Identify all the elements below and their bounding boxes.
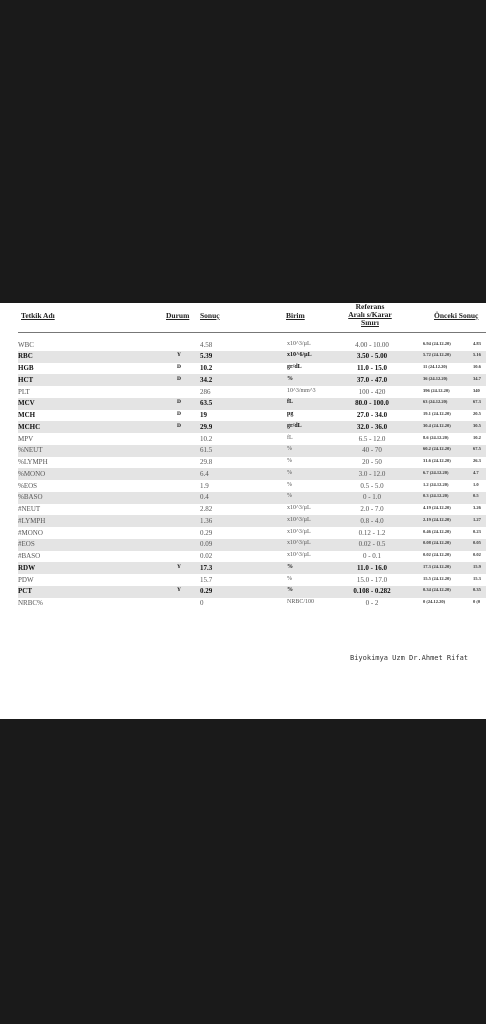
table-row [18, 351, 486, 363]
reference-cell: 40 - 70 [362, 446, 382, 455]
previous-result-cell: 0.46 (24.12.20) [423, 528, 451, 534]
reference-cell: 11.0 - 16.0 [357, 563, 387, 572]
reference-cell: 0.02 - 0.5 [358, 540, 386, 549]
previous-result-2-cell: 10.6 [473, 364, 481, 369]
previous-result-cell: 1.2 (24.12.20) [423, 481, 449, 487]
previous-result-cell: 19.1 (24.12.20) [423, 411, 451, 416]
reference-cell: 0.12 - 1.2 [358, 528, 386, 537]
unit-cell: % [287, 563, 293, 570]
test-name-cell: #NEUT [18, 505, 41, 513]
test-name-cell: #LYMPH [18, 516, 46, 525]
result-cell: 63.5 [200, 399, 213, 408]
test-name-cell: PDW [18, 575, 34, 584]
result-cell: 0.29 [200, 587, 213, 596]
unit-cell: fL [287, 399, 293, 406]
previous-result-2-cell: 5.16 [473, 352, 481, 358]
table-row [18, 515, 486, 527]
result-cell: 1.36 [200, 516, 213, 525]
previous-result-cell: 4.19 (24.12.20) [423, 505, 451, 510]
results-table [18, 339, 486, 609]
unit-cell: x10^6/µL [287, 352, 312, 359]
reference-cell: 3.0 - 12.0 [358, 469, 386, 478]
unit-cell: % [287, 481, 292, 488]
previous-result-2-cell: 15.9 [473, 563, 481, 569]
reference-cell: 32.0 - 36.0 [356, 422, 388, 431]
previous-result-cell: 0.02 (24.12.20) [423, 552, 451, 557]
header-divider [18, 332, 486, 333]
result-cell: 1.9 [200, 481, 209, 490]
status-cell: Y [177, 587, 181, 594]
table-row [18, 574, 486, 586]
table-row [18, 468, 486, 480]
reference-cell: 0 - 0.1 [362, 552, 382, 560]
reference-cell: 20 - 50 [362, 458, 382, 466]
previous-result-2-cell: 10.2 [473, 434, 481, 440]
status-cell: D [177, 364, 181, 370]
result-cell: 19 [200, 411, 207, 419]
result-cell: 0.29 [200, 528, 213, 537]
previous-result-2-cell: 26.3 [473, 458, 481, 463]
status-cell: Y [177, 352, 181, 359]
lab-report-sheet [0, 303, 486, 719]
table-row [18, 410, 486, 422]
unit-cell: gr/dL [287, 364, 302, 370]
unit-cell: % [287, 458, 292, 464]
header-test-name: Tetkik Adı [21, 311, 55, 320]
reference-cell: 0 - 2 [365, 599, 379, 607]
reference-cell: 100 - 420 [358, 387, 386, 396]
table-row [18, 421, 486, 433]
result-cell: 2.82 [200, 505, 213, 513]
reference-cell: 2.0 - 7.0 [360, 505, 384, 513]
test-name-cell: HGB [18, 364, 34, 372]
unit-cell: % [287, 575, 292, 582]
table-row [18, 433, 486, 445]
result-cell: 286 [200, 387, 211, 396]
table-row [18, 339, 486, 351]
status-cell: D [177, 375, 181, 382]
reference-cell: 27.0 - 34.0 [356, 411, 388, 419]
previous-result-cell: 6.7 (24.12.20) [423, 469, 449, 475]
test-name-cell: PLT [18, 387, 30, 396]
previous-result-2-cell: 34.7 [473, 375, 481, 381]
previous-result-cell: 8.6 (24.12.20) [423, 434, 449, 440]
unit-cell: x10^3/µL [287, 528, 311, 535]
previous-result-2-cell: 0.35 [473, 587, 481, 593]
previous-result-2-cell: 340 [473, 387, 480, 393]
reference-cell: 80.0 - 100.0 [355, 399, 389, 408]
test-name-cell: RBC [18, 352, 33, 361]
previous-result-cell: 30.4 (24.12.20) [423, 422, 451, 428]
previous-result-2-cell: 1.0 [473, 481, 479, 487]
previous-result-cell: 0.3 (24.12.20) [423, 493, 449, 499]
previous-result-2-cell: 4.7 [473, 469, 479, 475]
previous-result-2-cell: 0.05 [473, 540, 481, 546]
header-reference [340, 303, 400, 327]
reference-cell: 4.00 - 10.00 [355, 340, 389, 349]
unit-cell: % [287, 469, 292, 476]
reference-cell: 0.108 - 0.282 [353, 587, 391, 596]
unit-cell: % [287, 375, 293, 382]
test-name-cell: %MONO [18, 469, 46, 478]
previous-result-cell: 0 (24.12.20) [423, 599, 446, 604]
header-result: Sonuç [200, 311, 220, 320]
table-row [18, 598, 486, 610]
result-cell: 0 [200, 599, 204, 607]
reference-cell: 37.0 - 47.0 [356, 375, 388, 384]
test-name-cell: RDW [18, 563, 36, 572]
table-header [0, 303, 486, 333]
unit-cell: x10^3/µL [287, 540, 311, 547]
previous-result-2-cell: 3.26 [473, 505, 481, 510]
previous-result-2-cell: 4.83 [473, 340, 481, 346]
header-reference-line1: Referans [355, 303, 385, 311]
previous-result-cell: 63 (24.12.20) [423, 399, 448, 405]
result-cell: 29.8 [200, 458, 213, 466]
test-name-cell: #MONO [18, 528, 43, 537]
unit-cell: x10^3/µL [287, 552, 311, 558]
result-cell: 0.09 [200, 540, 213, 549]
test-name-cell: MCHC [18, 422, 41, 431]
unit-cell: NRBC/100 [287, 599, 315, 605]
previous-result-cell: 396 (24.12.20) [423, 387, 450, 393]
table-row [18, 492, 486, 504]
reference-cell: 0.8 - 4.0 [360, 516, 384, 525]
result-cell: 6.4 [200, 469, 209, 478]
status-cell: D [177, 399, 181, 406]
unit-cell: % [287, 446, 292, 453]
previous-result-cell: 31.6 (24.12.20) [423, 458, 451, 463]
previous-result-cell: 36 (24.12.20) [423, 375, 448, 381]
unit-cell: fL [287, 434, 293, 441]
test-name-cell: %NEUT [18, 446, 43, 455]
table-row [18, 398, 486, 410]
unit-cell: x10^3/µL [287, 516, 311, 523]
previous-result-cell: 15.5 (24.12.20) [423, 575, 451, 581]
test-name-cell: PCT [18, 587, 32, 596]
unit-cell: 10^3/mm^3 [287, 387, 316, 394]
result-cell: 34.2 [200, 375, 213, 384]
previous-result-2-cell: 0.5 [473, 493, 479, 499]
unit-cell: gr/dL [287, 422, 302, 429]
signature: Biyokimya Uzm Dr.Ahmet Rifat [350, 654, 469, 662]
previous-result-cell: 5.72 (24.12.20) [423, 352, 451, 358]
previous-result-2-cell: 67.3 [473, 399, 481, 405]
test-name-cell: %BASO [18, 493, 43, 502]
reference-cell: 11.0 - 15.0 [357, 364, 387, 372]
table-row [18, 457, 486, 469]
result-cell: 10.2 [200, 434, 213, 443]
test-name-cell: %LYMPH [18, 458, 48, 466]
previous-result-2-cell: 30.5 [473, 422, 481, 428]
unit-cell: x10^3/µL [287, 340, 311, 347]
test-name-cell: HCT [18, 375, 34, 384]
previous-result-2-cell: 0.23 [473, 528, 481, 534]
reference-cell: 15.0 - 17.0 [356, 575, 388, 584]
test-name-cell: MCV [18, 399, 35, 408]
table-row [18, 445, 486, 457]
unit-cell: % [287, 587, 293, 594]
result-cell: 61.5 [200, 446, 213, 455]
status-cell: D [177, 422, 181, 429]
result-cell: 17.3 [200, 563, 213, 572]
table-row [18, 374, 486, 386]
test-name-cell: NRBC% [18, 599, 43, 607]
result-cell: 0.4 [200, 493, 209, 502]
previous-result-2-cell: 20.5 [473, 411, 481, 416]
reference-cell: 3.50 - 5.00 [356, 352, 388, 361]
test-name-cell: MPV [18, 434, 34, 443]
previous-result-cell: 2.19 (24.12.20) [423, 516, 451, 522]
table-row [18, 504, 486, 516]
unit-cell: pg [287, 411, 294, 417]
table-row [18, 363, 486, 375]
previous-result-cell: 60.2 (24.12.20) [423, 446, 451, 452]
header-status: Durum [166, 311, 190, 320]
test-name-cell: #EOS [18, 540, 35, 549]
result-cell: 4.58 [200, 340, 213, 349]
previous-result-cell: 0.34 (24.12.20) [423, 587, 451, 593]
result-cell: 5.39 [200, 352, 213, 361]
status-cell: D [177, 411, 181, 417]
previous-result-2-cell: 15.3 [473, 575, 481, 581]
test-name-cell: WBC [18, 340, 34, 349]
previous-result-cell: 6.94 (24.12.20) [423, 340, 451, 346]
test-name-cell: MCH [18, 411, 36, 419]
reference-cell: 0.5 - 5.0 [360, 481, 384, 490]
result-cell: 15.7 [200, 575, 213, 584]
test-name-cell: #BASO [18, 552, 41, 560]
previous-result-2-cell: 1.27 [473, 516, 481, 522]
table-row [18, 586, 486, 598]
header-reference-line3: Sınırı [361, 318, 379, 327]
table-row [18, 539, 486, 551]
header-previous: Önceki Sonuç [434, 311, 479, 320]
header-unit: Birim [286, 311, 305, 320]
table-row [18, 551, 486, 563]
table-row [18, 480, 486, 492]
previous-result-cell: 17.3 (24.12.20) [423, 563, 451, 569]
result-cell: 10.2 [200, 364, 213, 372]
table-row [18, 386, 486, 398]
previous-result-2-cell: 0.02 [473, 552, 481, 557]
unit-cell: % [287, 493, 292, 500]
table-row [18, 527, 486, 539]
previous-result-cell: 0.08 (24.12.20) [423, 540, 451, 546]
test-name-cell: %EOS [18, 481, 38, 490]
previous-result-2-cell: 67.5 [473, 446, 481, 452]
result-cell: 0.02 [200, 552, 213, 560]
previous-result-2-cell: 0 (0 [473, 599, 481, 604]
result-cell: 29.9 [200, 422, 213, 431]
reference-cell: 0 - 1.0 [362, 493, 382, 502]
table-row [18, 562, 486, 574]
unit-cell: x10^3/µL [287, 505, 311, 511]
header-reference-line2: Aralı s/Karar [348, 310, 392, 319]
previous-result-cell: 11 (24.12.20) [423, 364, 448, 369]
status-cell: Y [177, 563, 181, 570]
reference-cell: 6.5 - 12.0 [358, 434, 386, 443]
